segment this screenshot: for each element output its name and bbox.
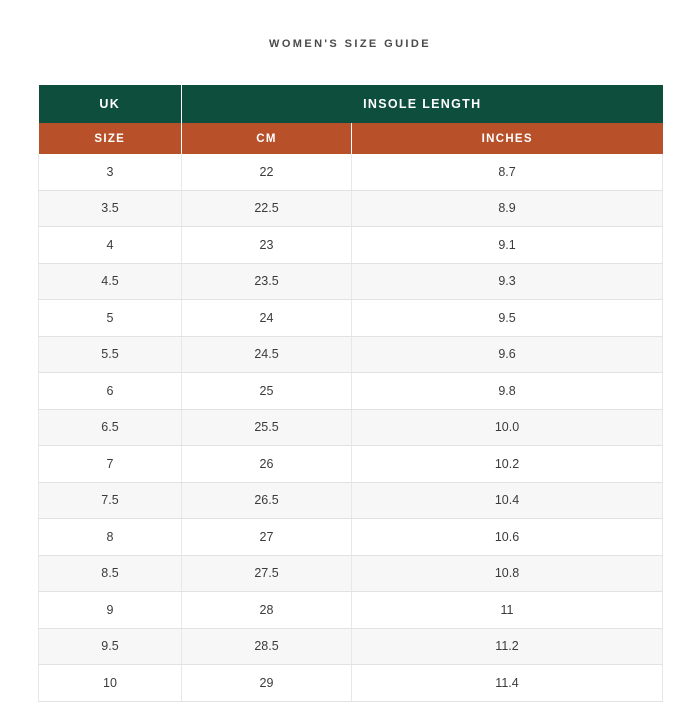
table-row (39, 482, 663, 519)
cell-inches: 8.7 (352, 154, 663, 190)
cell-uk: 7 (39, 446, 182, 483)
cell-inches: 9.1 (352, 227, 663, 264)
cell-cm: 26 (182, 446, 352, 483)
table-row (39, 628, 663, 665)
cell-uk: 5.5 (39, 336, 182, 373)
table-body (39, 154, 663, 701)
cell-cm: 27 (182, 519, 352, 556)
cell-inches: 11.2 (352, 628, 663, 665)
cell-inches: 9.6 (352, 336, 663, 373)
size-guide-table (38, 85, 663, 702)
table-row (39, 446, 663, 483)
table-row (39, 190, 663, 227)
cell-inches: 10.8 (352, 555, 663, 592)
cell-cm: 25 (182, 373, 352, 410)
table-row (39, 519, 663, 556)
cell-uk: 5 (39, 300, 182, 337)
cell-uk: 4.5 (39, 263, 182, 300)
cell-inches: 9.5 (352, 300, 663, 337)
cell-cm: 23 (182, 227, 352, 264)
cell-uk: 3 (39, 154, 182, 190)
cell-cm: 28.5 (182, 628, 352, 665)
cell-inches: 10.6 (352, 519, 663, 556)
cell-inches: 9.3 (352, 263, 663, 300)
cell-uk: 6 (39, 373, 182, 410)
cell-uk: 8 (39, 519, 182, 556)
table-row (39, 555, 663, 592)
cell-cm: 22 (182, 154, 352, 190)
cell-cm: 24 (182, 300, 352, 337)
table-row (39, 300, 663, 337)
header-uk: UK (39, 85, 182, 123)
cell-inches: 10.4 (352, 482, 663, 519)
cell-inches: 11.4 (352, 665, 663, 702)
cell-inches: 9.8 (352, 373, 663, 410)
cell-uk: 4 (39, 227, 182, 264)
cell-cm: 27.5 (182, 555, 352, 592)
cell-cm: 22.5 (182, 190, 352, 227)
cell-cm: 28 (182, 592, 352, 629)
table-head (39, 85, 663, 154)
table-row (39, 154, 663, 190)
cell-uk: 3.5 (39, 190, 182, 227)
cell-uk: 6.5 (39, 409, 182, 446)
table-row (39, 409, 663, 446)
cell-uk: 8.5 (39, 555, 182, 592)
table-row (39, 373, 663, 410)
cell-cm: 25.5 (182, 409, 352, 446)
table-header-row-secondary (39, 123, 663, 154)
header-cm: CM (182, 123, 352, 154)
header-inches: INCHES (352, 123, 663, 154)
cell-cm: 23.5 (182, 263, 352, 300)
cell-inches: 8.9 (352, 190, 663, 227)
header-insole-length: INSOLE LENGTH (182, 85, 663, 123)
table-header-row-primary (39, 85, 663, 123)
page-title: WOMEN'S SIZE GUIDE (269, 38, 431, 50)
table-row (39, 665, 663, 702)
table-row (39, 592, 663, 629)
size-table-container (38, 85, 662, 702)
cell-uk: 7.5 (39, 482, 182, 519)
cell-cm: 29 (182, 665, 352, 702)
header-size: SIZE (39, 123, 182, 154)
table-row (39, 263, 663, 300)
cell-inches: 10.2 (352, 446, 663, 483)
cell-cm: 24.5 (182, 336, 352, 373)
cell-uk: 9 (39, 592, 182, 629)
cell-cm: 26.5 (182, 482, 352, 519)
cell-uk: 10 (39, 665, 182, 702)
table-row (39, 227, 663, 264)
cell-inches: 11 (352, 592, 663, 629)
cell-inches: 10.0 (352, 409, 663, 446)
table-row (39, 336, 663, 373)
cell-uk: 9.5 (39, 628, 182, 665)
